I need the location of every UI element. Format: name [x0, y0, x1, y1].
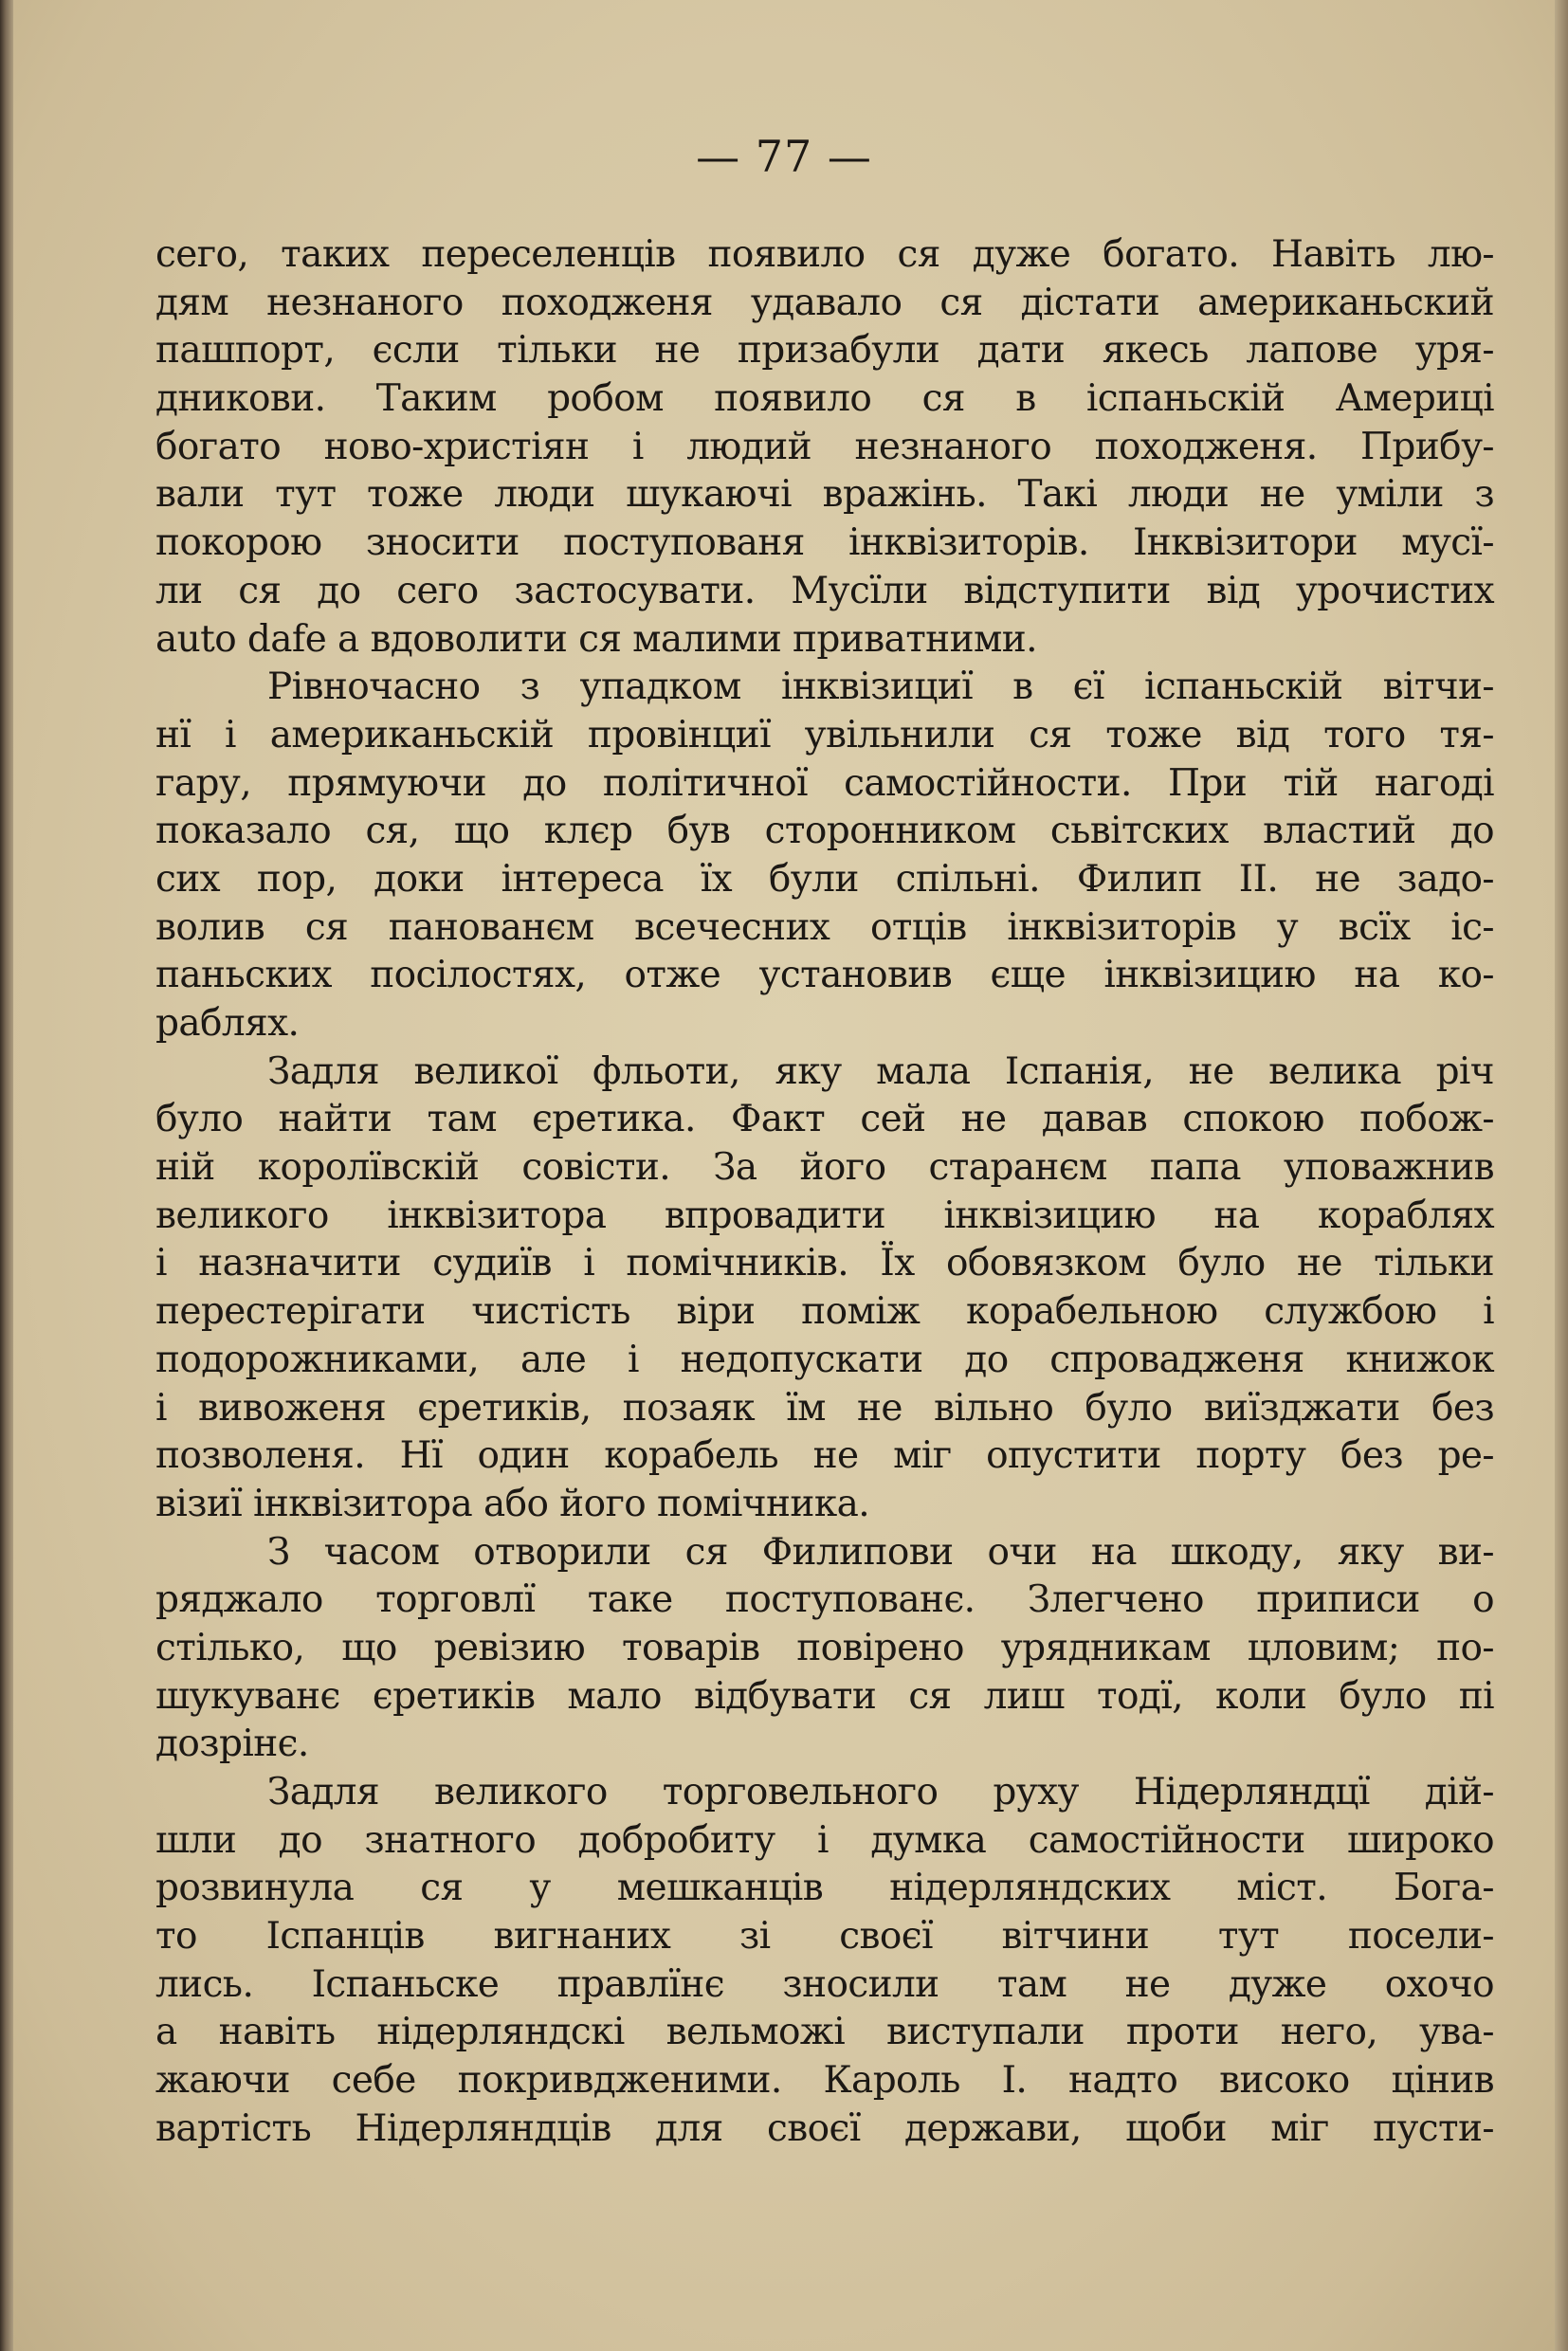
text-line: подорожниками, але і недопускати до спровадженя книжок: [155, 1338, 1494, 1381]
book-page: [13, 0, 1555, 2351]
body-text: [155, 231, 1494, 2154]
text-line: ли ся до сего застосувати. Мусїли відступити від урочистих: [155, 569, 1494, 612]
text-line: ній королївскій совісти. За його старанєм папа уповажнив: [155, 1146, 1494, 1190]
text-line: то Іспанців вигнаних зі своєї вітчини тут посели-: [155, 1915, 1494, 1959]
text-line: богато ново-христіян і людий незнаного походженя. Прибу-: [155, 425, 1494, 468]
page-number-header: — 77 —: [696, 131, 872, 182]
text-line: нї і американьскій провінциї увільнили ся тоже від того тя-: [155, 713, 1494, 756]
text-line: перестерігати чистість віри поміж корабельною службою і: [155, 1290, 1494, 1334]
text-line: і вивоженя єретиків, позаяк їм не вільно було виїзджати без: [155, 1386, 1494, 1430]
text-line: жаючи себе покривдженими. Кароль І. надто високо цінив: [155, 2059, 1494, 2103]
text-line: волив ся панованєм всечесних отців інквізиторів у всїх іс-: [155, 905, 1494, 949]
text-line: раблях.: [155, 1002, 300, 1045]
text-line: шли до знатного добробиту і думка самостійности широко: [155, 1818, 1494, 1862]
text-line: паньских посілостях, отже установив єще інквізицию на ко-: [155, 954, 1494, 997]
text-line: гару, прямуючи до політичної самостійности. При тій нагоді: [155, 761, 1494, 805]
text-line: Рівночасно з упадком інквізициї в єї іспаньскій вітчи-: [267, 665, 1494, 709]
text-line: дозрінє.: [155, 1722, 309, 1766]
text-line: пашпорт, єсли тільки не призабули дати якесь лапове уря-: [155, 329, 1494, 373]
text-line: дникови. Таким робом появило ся в іспаньскій Америці: [155, 377, 1494, 421]
text-line: візиї інквізитора або його помічника.: [155, 1482, 870, 1525]
text-line: показало ся, що клєр був сторонником сьвітских властий до: [155, 810, 1494, 853]
text-line: сих пор, доки інтереса їх були спільні. Филип II. не задо-: [155, 857, 1494, 901]
text-line: Задля великого торговельного руху Нідерляндцї дій-: [267, 1771, 1494, 1813]
text-line: покорою зносити поступованя інквізиторів. Інквізитори мусї-: [155, 521, 1494, 565]
text-line: великого інквізитора впровадити інквізицию на кораблях: [155, 1194, 1494, 1237]
text-line: і назначити судиїв і помічників. Їх обовязком було не тільки: [155, 1242, 1494, 1285]
text-line: було найти там єретика. Факт сей не давав спокою побож-: [155, 1098, 1494, 1141]
text-line: стілько, що ревізию товарів повірено урядникам цловим; по-: [155, 1626, 1494, 1669]
text-line: ряджало торговлї таке поступованє. Злегчено приписи о: [155, 1578, 1494, 1622]
text-line: шукуванє єретиків мало відбувати ся лиш тодї, коли було пі: [155, 1674, 1494, 1718]
text-line: Задля великої фльоти, яку мала Іспанія, не велика річ: [267, 1049, 1494, 1093]
text-line: З часом отворили ся Филипови очи на шкоду, яку ви-: [267, 1530, 1494, 1574]
text-line: вали тут тоже люди шукаючі вражінь. Такі люди не уміли з: [155, 473, 1494, 517]
text-line: вартість Нідерляндців для своєї держави, щоби міг пусти-: [155, 2106, 1494, 2150]
text-line: а навіть нідерляндскі вельможі виступали проти него, ува-: [155, 2011, 1494, 2054]
text-line: сего, таких переселенців появило ся дуже богато. Навіть лю-: [155, 233, 1494, 276]
text-line: лись. Іспаньске правлїнє зносили там не дуже охочо: [155, 1962, 1494, 2006]
text-line: дям незнаного походженя удавало ся дістати американьский: [155, 281, 1494, 324]
text-line: auto dafe а вдоволити ся малими приватними.: [155, 617, 1037, 661]
text-line: позволеня. Нї один корабель не міг опустити порту без ре-: [155, 1434, 1494, 1478]
text-line: розвинула ся у мешканців нідерляндских міст. Бога-: [155, 1867, 1494, 1910]
